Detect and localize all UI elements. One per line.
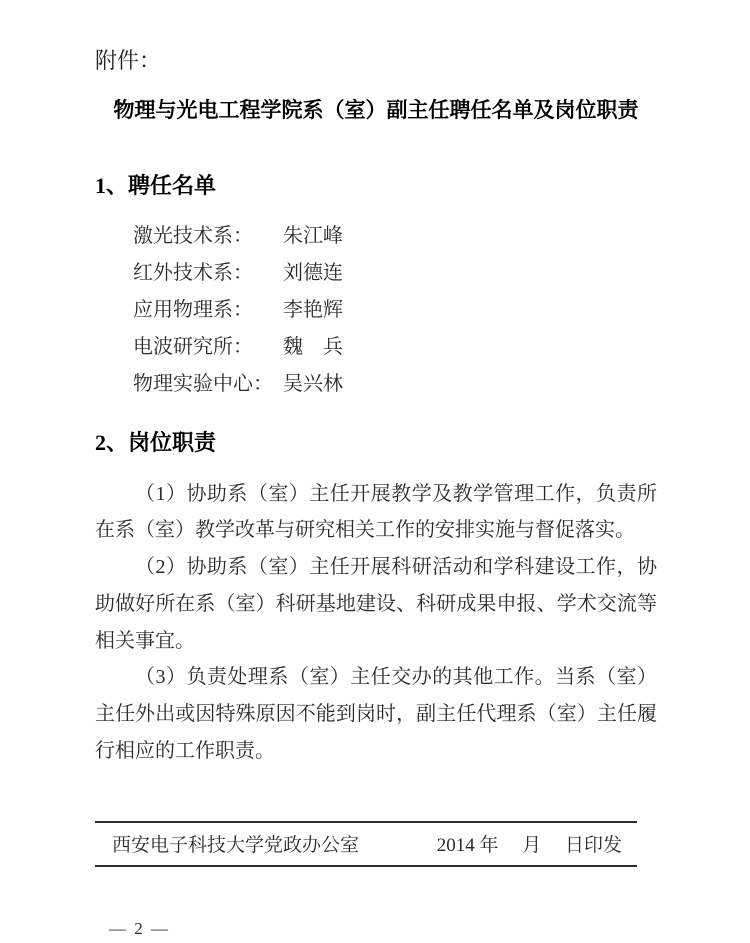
- section-heading-duties: 2、岗位职责: [95, 430, 217, 456]
- appointee-name: 朱江峰: [283, 225, 343, 248]
- issue-date: 2014 年 月 日印发: [436, 835, 622, 857]
- roster-row: [95, 366, 657, 403]
- department-label: 应用物理系：: [133, 299, 253, 322]
- department-label: 红外技术系：: [133, 262, 253, 285]
- document-title: 物理与光电工程学院系（室）副主任聘任名单及岗位职责: [113, 98, 639, 122]
- department-label: 物理实验中心：: [133, 373, 273, 396]
- appointee-name: 吴兴林: [283, 373, 343, 396]
- roster-row: [95, 292, 657, 329]
- department-label: 电波研究所：: [133, 336, 253, 359]
- duty-paragraph-2: （2）协助系（室）主任开展科研活动和学科建设工作，协助做好所在系（室）科研基地建设、科研成果申报、学术交流等相关事宜。: [95, 556, 657, 652]
- roster-row: [95, 218, 657, 255]
- roster-row: [95, 329, 657, 366]
- roster-row: [95, 255, 657, 292]
- issuance-footer: [95, 821, 637, 867]
- section-heading-roster: 1、聘任名单: [95, 173, 217, 198]
- department-label: 激光技术系：: [133, 225, 253, 248]
- attachment-label: 附件：: [95, 48, 162, 73]
- duties-paragraphs: [95, 476, 657, 770]
- appointee-name: 刘德连: [283, 262, 343, 285]
- duty-paragraph-3: （3）负责处理系（室）主任交办的其他工作。当系（室）主任外出或因特殊原因不能到岗时，副主任代理系（室）主任履行相应的工作职责。: [95, 666, 657, 763]
- issuer-name: 西安电子科技大学党政办公室: [112, 835, 360, 857]
- appointee-name: 李艳辉: [283, 299, 343, 322]
- duty-paragraph-1: （1）协助系（室）主任开展教学及教学管理工作，负责所在系（室）教学改革与研究相关工作的安排实施与督促落实。: [95, 482, 657, 542]
- appointee-name: 魏 兵: [283, 336, 343, 359]
- page-number: — 2 —: [109, 918, 170, 938]
- appointment-list: [95, 218, 657, 403]
